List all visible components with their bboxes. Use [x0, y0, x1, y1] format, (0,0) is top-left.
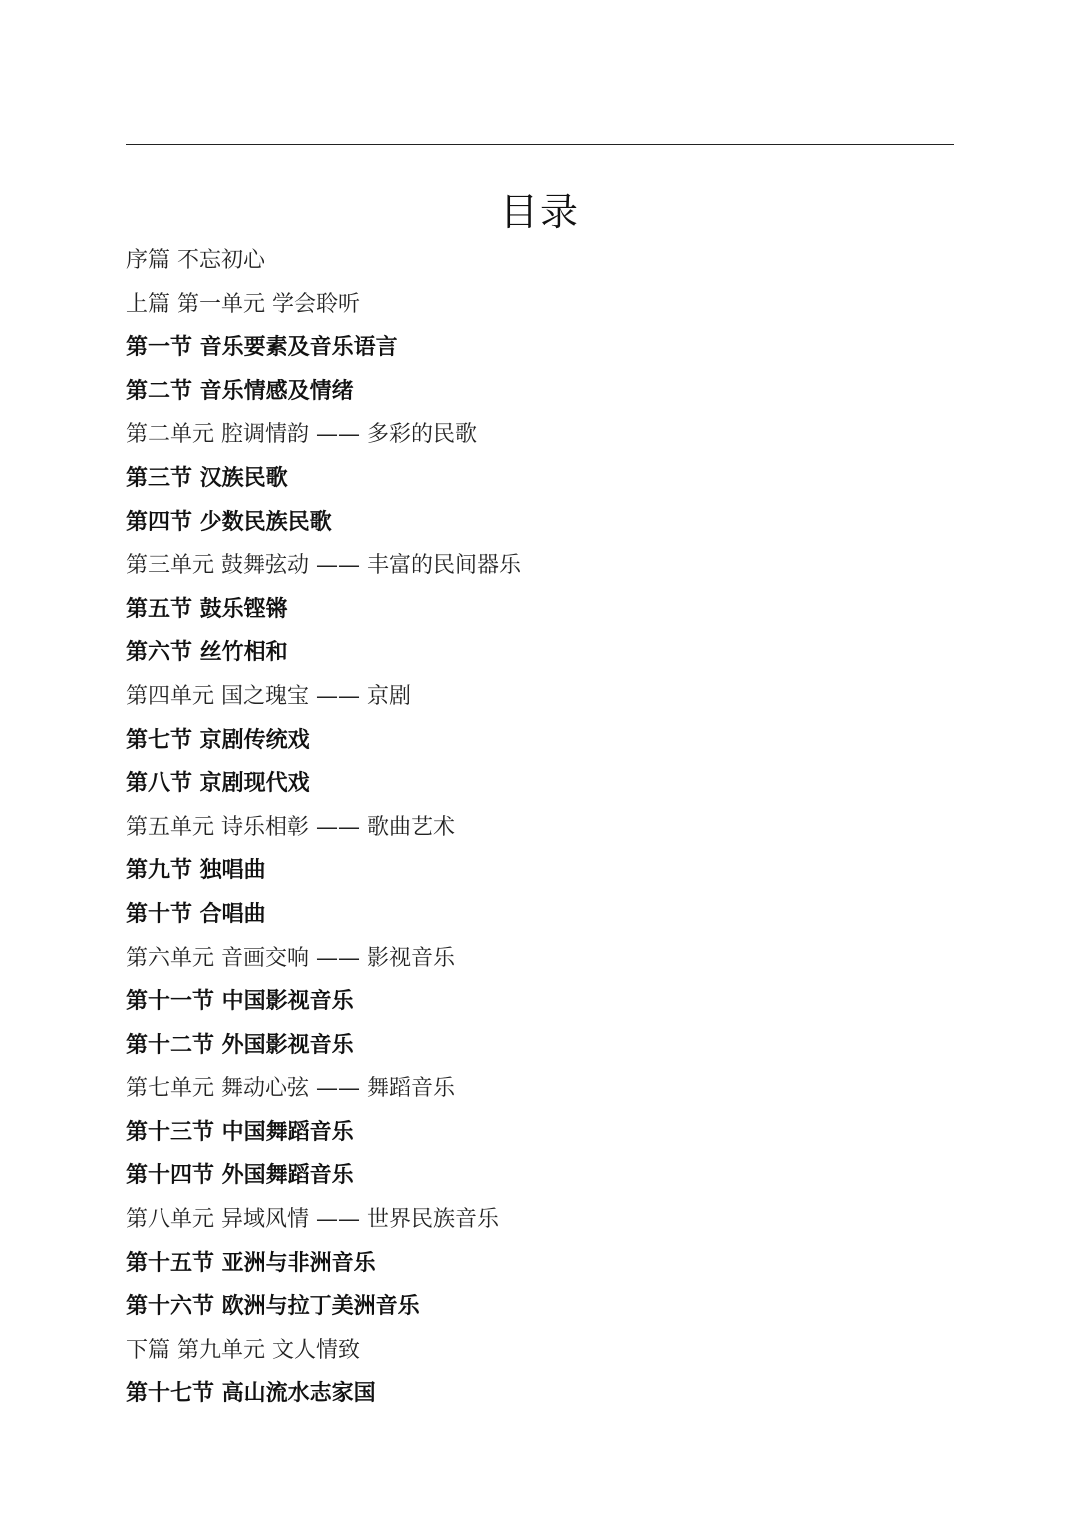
toc-section-entry: 第九节 独唱曲 [126, 858, 266, 884]
toc-unit-entry: 第三单元 鼓舞弦动 —— 丰富的民间器乐 [126, 553, 521, 579]
toc-unit-entry: 第五单元 诗乐相彰 —— 歌曲艺术 [126, 814, 455, 840]
toc-section-entry: 第八节 京剧现代戏 [126, 771, 310, 797]
toc-unit-entry: 第七单元 舞动心弦 —— 舞蹈音乐 [126, 1076, 455, 1102]
table-of-contents [126, 239, 954, 1416]
toc-section-entry: 第十三节 中国舞蹈音乐 [126, 1119, 354, 1145]
toc-section-entry: 第四节 少数民族民歌 [126, 509, 332, 535]
toc-section-entry: 第十四节 外国舞蹈音乐 [126, 1163, 354, 1189]
toc-section-entry: 第二节 音乐情感及情绪 [126, 378, 354, 404]
toc-section-entry: 第十七节 高山流水志家国 [126, 1381, 376, 1407]
toc-section-entry: 第十六节 欧洲与拉丁美洲音乐 [126, 1294, 420, 1320]
toc-unit-entry: 上篇 第一单元 学会聆听 [126, 291, 360, 317]
toc-unit-entry: 第四单元 国之瑰宝 —— 京剧 [126, 683, 411, 709]
toc-section-entry: 第一节 音乐要素及音乐语言 [126, 335, 398, 361]
toc-section-entry: 第三节 汉族民歌 [126, 465, 288, 491]
toc-section-entry: 第六节 丝竹相和 [126, 640, 288, 666]
page-title: 目录 [499, 190, 580, 234]
toc-unit-entry: 序篇 不忘初心 [126, 248, 265, 273]
toc-section-entry: 第十五节 亚洲与非洲音乐 [126, 1250, 376, 1276]
toc-unit-entry: 第六单元 音画交响 —— 影视音乐 [126, 945, 455, 971]
toc-section-entry: 第十二节 外国影视音乐 [126, 1032, 354, 1058]
toc-section-entry: 第十一节 中国影视音乐 [126, 989, 354, 1015]
header-rule [126, 144, 954, 145]
toc-section-entry: 第五节 鼓乐铿锵 [126, 596, 288, 622]
toc-unit-entry: 第八单元 异域风情 —— 世界民族音乐 [126, 1207, 499, 1233]
toc-section-entry: 第七节 京剧传统戏 [126, 727, 310, 753]
toc-section-entry: 第十节 合唱曲 [126, 901, 266, 927]
toc-unit-entry: 下篇 第九单元 文人情致 [126, 1337, 360, 1363]
toc-unit-entry: 第二单元 腔调情韵 —— 多彩的民歌 [126, 422, 477, 448]
